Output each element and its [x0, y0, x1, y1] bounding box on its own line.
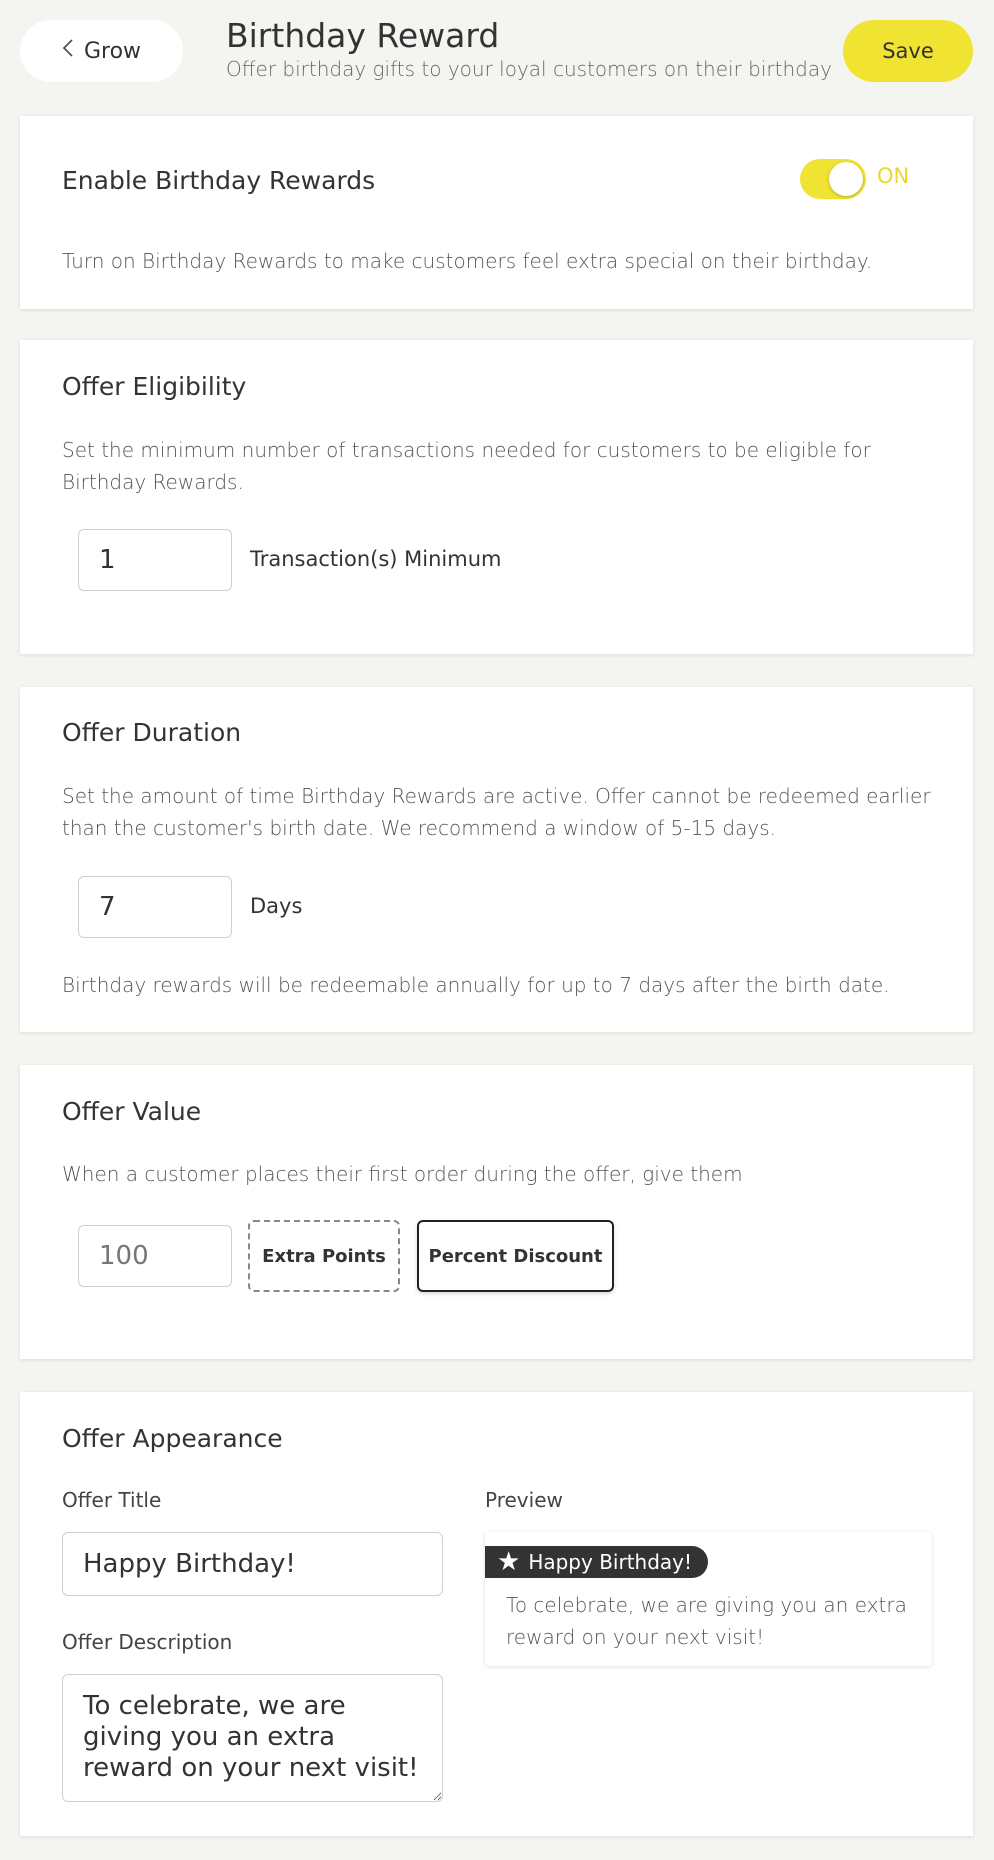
- offer-value-description: When a customer places their first order during the offer, give them: [62, 1162, 743, 1186]
- duration-days-label: Days: [250, 894, 303, 918]
- preview-title-pill: [485, 1546, 708, 1578]
- toggle-state-label: ON: [877, 164, 910, 188]
- offer-description-label: Offer Description: [62, 1630, 233, 1654]
- offer-description-textarea[interactable]: [62, 1674, 443, 1802]
- percent-discount-option[interactable]: Percent Discount: [417, 1220, 614, 1292]
- page-subtitle: Offer birthday gifts to your loyal customers on their birthday: [226, 57, 832, 81]
- duration-description: Set the amount of time Birthday Rewards are active. Offer cannot be redeemed earlier than the customer's birth date. We recommend a window of 5-15 days.: [62, 784, 931, 840]
- preview-title: Happy Birthday!: [528, 1550, 693, 1574]
- save-button[interactable]: Save: [843, 20, 973, 82]
- enable-rewards-card: [20, 116, 973, 309]
- extra-points-option[interactable]: Extra Points: [248, 1220, 400, 1292]
- duration-days-input[interactable]: [78, 876, 232, 938]
- duration-title: Offer Duration: [62, 718, 242, 747]
- back-button-label: Grow: [83, 38, 142, 64]
- back-button[interactable]: [20, 20, 183, 82]
- offer-appearance-card: [20, 1392, 973, 1836]
- min-transactions-input[interactable]: [78, 529, 232, 591]
- eligibility-description: Set the minimum number of transactions needed for customers to be eligible for Birthday Rewards.: [62, 438, 871, 494]
- enable-rewards-title: Enable Birthday Rewards: [62, 166, 376, 195]
- toggle-knob: [829, 162, 863, 196]
- offer-value-title: Offer Value: [62, 1097, 202, 1126]
- enable-rewards-description: Turn on Birthday Rewards to make customers feel extra special on their birthday.: [62, 249, 873, 273]
- offer-preview-card: [485, 1532, 932, 1666]
- eligibility-card: [20, 340, 973, 654]
- offer-value-card: [20, 1065, 973, 1359]
- preview-label: Preview: [485, 1488, 563, 1512]
- offer-appearance-title: Offer Appearance: [62, 1424, 283, 1453]
- eligibility-title: Offer Eligibility: [62, 372, 247, 401]
- duration-card: [20, 687, 973, 1032]
- duration-note: Birthday rewards will be redeemable annually for up to 7 days after the birth date.: [62, 973, 890, 997]
- page-header: [0, 0, 994, 116]
- chevron-left-icon: [62, 38, 74, 64]
- enable-rewards-toggle[interactable]: [800, 159, 866, 199]
- star-icon: ★: [497, 1547, 521, 1577]
- offer-amount-input[interactable]: [78, 1225, 232, 1287]
- page-title: Birthday Reward: [226, 16, 500, 55]
- title-block: [226, 16, 832, 82]
- offer-title-label: Offer Title: [62, 1488, 162, 1512]
- offer-title-input[interactable]: [62, 1532, 443, 1596]
- preview-description: To celebrate, we are giving you an extra reward on your next visit!: [506, 1593, 907, 1649]
- min-transactions-label: Transaction(s) Minimum: [250, 547, 502, 571]
